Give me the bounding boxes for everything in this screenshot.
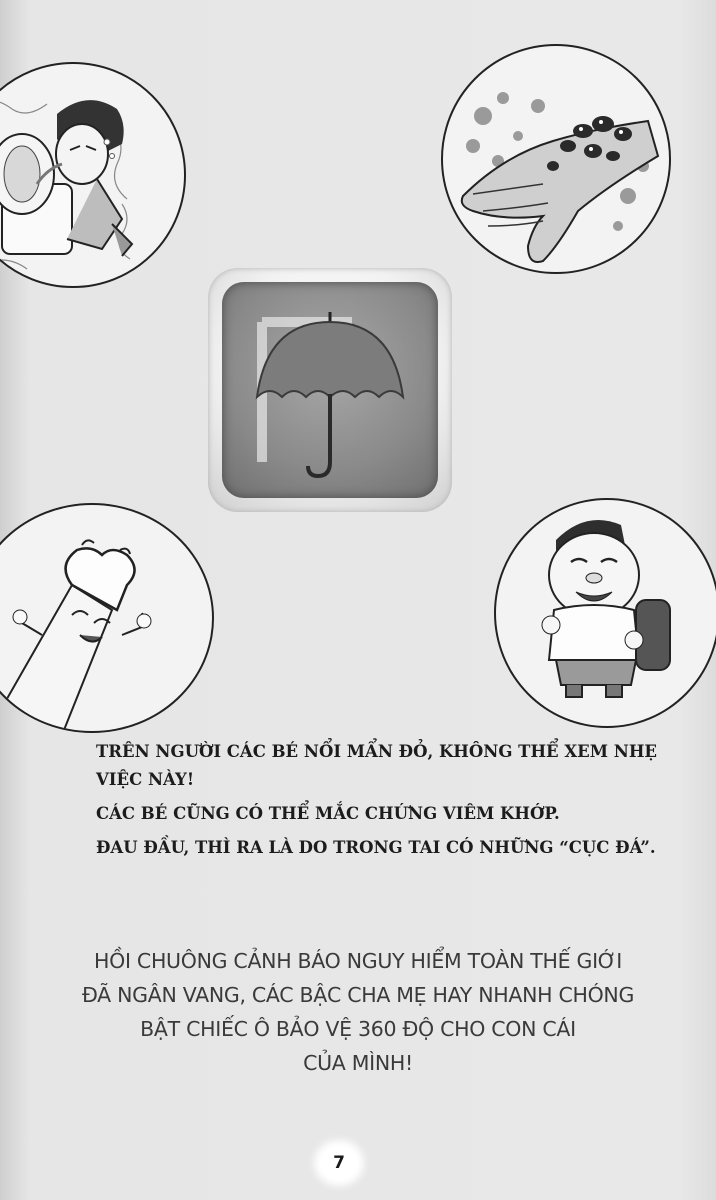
page-number: 7 — [320, 1146, 358, 1180]
caption-line-2: CÁC BÉ CŨNG CÓ THỂ MẮC CHỨNG VIÊM KHỚP. — [96, 804, 560, 823]
caption-block — [96, 738, 686, 868]
slogan-line-2: ĐÃ NGÂN VANG, CÁC BẬC CHA MẸ HAY NHANH CHÓNG — [81, 983, 635, 1007]
rash-hand-drawing — [443, 46, 669, 272]
umbrella-icon — [222, 282, 438, 498]
caption-line-3: ĐAU ĐẦU, THÌ RA LÀ DO TRONG TAI CÓ NHỮNG “CỤC ĐÁ”. — [96, 838, 656, 857]
smiling-boy-drawing — [496, 500, 716, 726]
illustration-circle-bone — [0, 503, 214, 733]
umbrella-tile-inner — [222, 282, 438, 498]
caption-line-1: TRÊN NGƯỜI CÁC BÉ NỔI MẨN ĐỎ, KHÔNG THỂ XEM NHẸ VIỆC NÀY! — [96, 742, 658, 789]
illustration-circle-smiling-boy — [494, 498, 716, 728]
slogan-line-1: HỒI CHUÔNG CẢNH BÁO NGUY HIỂM TOÀN THẾ GIỚI — [94, 949, 622, 973]
slogan-line-4: CỦA MÌNH! — [303, 1051, 413, 1075]
slogan-line-3: BẬT CHIẾC Ô BẢO VỆ 360 ĐỘ CHO CON CÁI — [140, 1017, 576, 1041]
slogan-block — [40, 944, 676, 1080]
illustration-circle-vomiting-boy — [0, 62, 186, 288]
umbrella-tile — [208, 268, 452, 512]
vomiting-boy-drawing — [0, 64, 184, 286]
bone-drawing — [0, 505, 212, 731]
illustration-circle-rash-hand — [441, 44, 671, 274]
